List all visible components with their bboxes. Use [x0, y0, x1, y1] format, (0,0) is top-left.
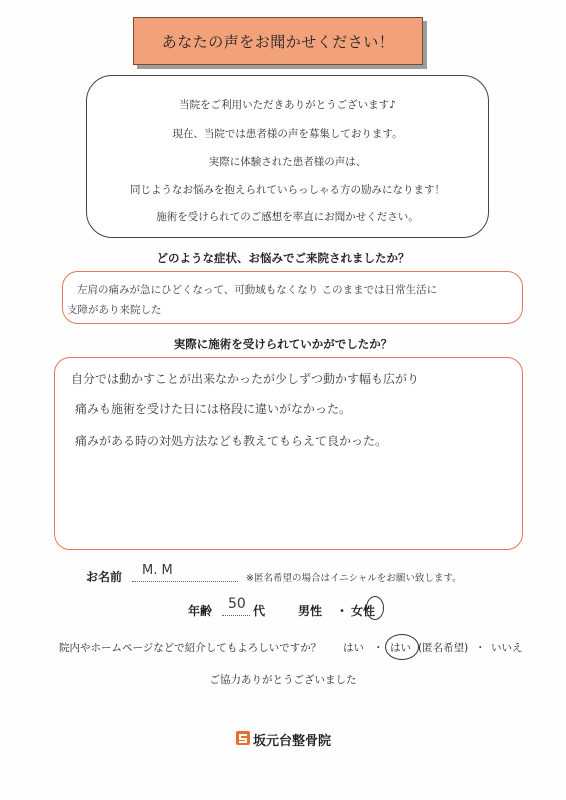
intro-line: 現在、当院では患者様の声を募集しております。: [172, 128, 403, 140]
name-label: お名前: [86, 570, 123, 584]
answer-line: 痛みがある時の対処方法なども教えてもらえて良かった。: [75, 434, 388, 448]
consent-no[interactable]: いいえ: [491, 642, 523, 654]
question-treatment: 実際に施術を受けられていかがでしたか？: [173, 337, 393, 351]
name-value: M. M: [142, 563, 173, 578]
gender-separator: ・: [336, 604, 349, 618]
consent-separator: ・: [475, 642, 486, 654]
age-field[interactable]: [222, 596, 250, 616]
question-symptoms: どのような症状、お悩みでご来院されましたか？: [156, 251, 410, 265]
thanks-text: ご協力ありがとうございました: [209, 674, 357, 686]
consent-anonymous-note: (匿名希望): [418, 642, 469, 654]
intro-line: 当院をご利用いただきありがとうございます♪: [179, 99, 396, 111]
gender-male[interactable]: 男性: [298, 604, 323, 618]
answer-line: 支障があり来院した: [67, 304, 162, 316]
gender-female[interactable]: 女性: [351, 604, 376, 618]
clinic-logo-icon: [236, 731, 250, 745]
intro-line: 施術を受けられてのご感想を率直にお聞かせください。: [156, 211, 419, 223]
answer-line: 左肩の痛みが急にひどくなって、可動域もなくなり このままでは日常生活に: [77, 284, 438, 296]
age-value: 50: [228, 596, 246, 612]
answer-box-treatment[interactable]: [54, 357, 523, 550]
answer-box-symptoms[interactable]: [62, 271, 523, 324]
intro-line: 同じようなお悩みを抱えられていらっしゃる方の励みになります！: [130, 184, 445, 196]
consent-separator: ・: [373, 642, 384, 654]
gender-selected-circle: [366, 596, 384, 620]
name-note: ※匿名希望の場合はイニシャルをお願い致します。: [246, 573, 462, 584]
age-suffix: 代: [253, 604, 266, 618]
age-label: 年齢: [188, 604, 213, 618]
page-title: あなたの声をお聞かせください！: [161, 32, 395, 51]
consent-yes-anonymous[interactable]: はい: [390, 642, 411, 654]
consent-yes[interactable]: はい: [343, 642, 364, 654]
answer-line: 自分では動かすことが出来なかったが少しずつ動かす幅も広がり: [71, 372, 420, 386]
name-field[interactable]: [132, 563, 238, 582]
page-title-banner: [133, 17, 423, 65]
answer-line: 痛みも施術を受けた日には格段に違いがなかった。: [75, 402, 352, 416]
consent-question: 院内やホームページなどで紹介してもよろしいですか？: [59, 642, 322, 654]
intro-line: 実際に体験された患者様の声は、: [208, 156, 367, 168]
clinic-name: 坂元台整骨院: [253, 734, 332, 749]
consent-selected-circle: [385, 634, 419, 660]
intro-box: [86, 75, 489, 238]
